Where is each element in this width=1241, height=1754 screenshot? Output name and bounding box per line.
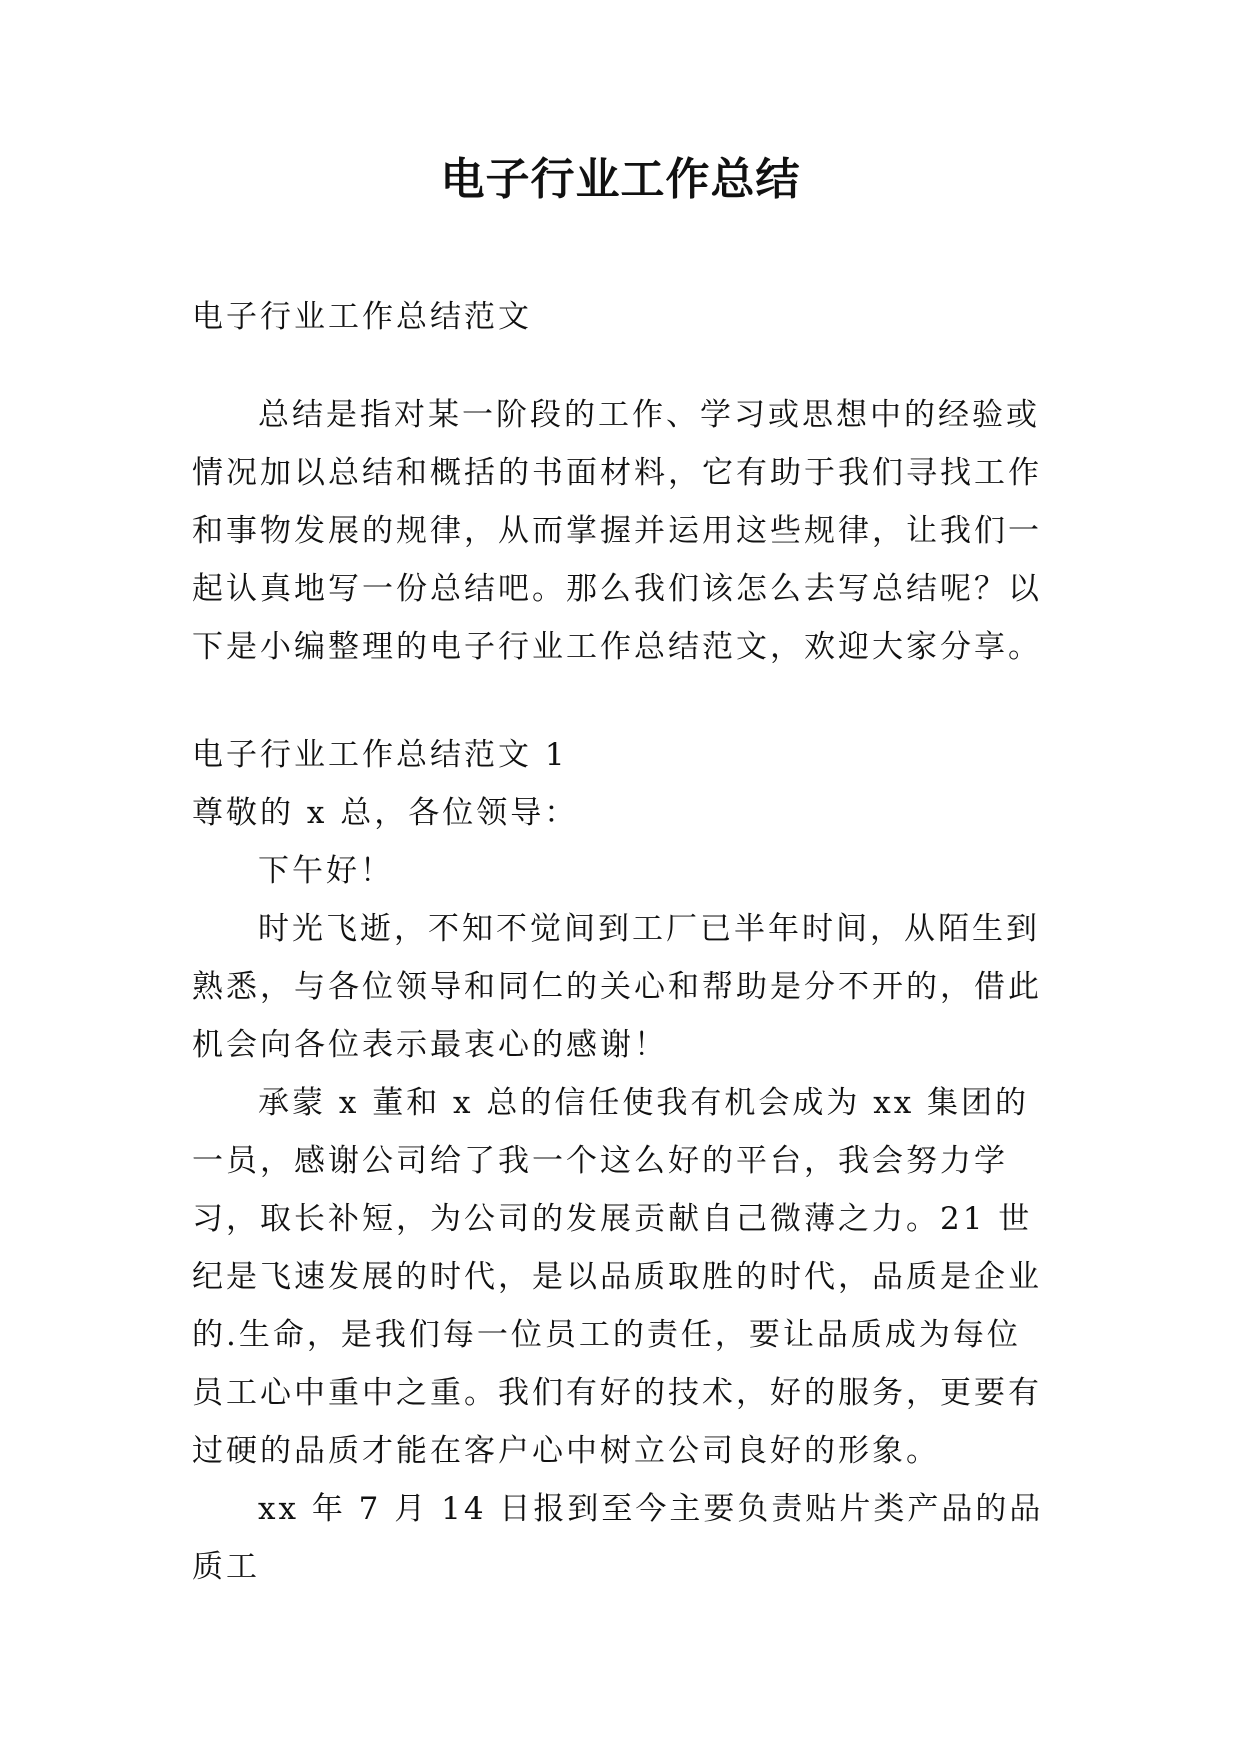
document-subtitle: 电子行业工作总结范文 bbox=[192, 299, 532, 335]
body-paragraph: xx 年 7 月 14 日报到至今主要负责贴片类产品的品质工 bbox=[192, 1491, 1044, 1585]
body-paragraph: 时光飞逝，不知不觉间到工厂已半年时间，从陌生到熟悉，与各位领导和同仁的关心和帮助是分不开的，借此机会向各位表示最衷心的感谢！ bbox=[192, 911, 1042, 1063]
intro-paragraph: 总结是指对某一阶段的工作、学习或思想中的经验或情况加以总结和概括的书面材料，它有助于我们寻找工作和事物发展的规律，从而掌握并运用这些规律，让我们一起认真地写一份总结吧。那么我们该怎么去写总结呢？以下是小编整理的电子行业工作总结范文，欢迎大家分享。 bbox=[192, 397, 1042, 665]
document-body bbox=[192, 288, 1052, 1596]
greeting: 下午好！ bbox=[258, 853, 394, 889]
salutation: 尊敬的 x 总，各位领导： bbox=[192, 795, 579, 831]
section-heading: 电子行业工作总结范文 1 bbox=[192, 737, 568, 773]
body-paragraph: 承蒙 x 董和 x 总的信任使我有机会成为 xx 集团的一员，感谢公司给了我一个这么好的平台，我会努力学习，取长补短，为公司的发展贡献自己微薄之力。21 世纪是飞速发展的时代，是以品质取胜的时代，品质是企业的.生命，是我们每一位员工的责任，要让品质成为每位员工心中重中之重。我们有好的技术，好的服务，更要有过硬的品质才能在客户心中树立公司良好的形象。 bbox=[192, 1085, 1042, 1469]
document-title: 电子行业工作总结 bbox=[440, 154, 801, 205]
